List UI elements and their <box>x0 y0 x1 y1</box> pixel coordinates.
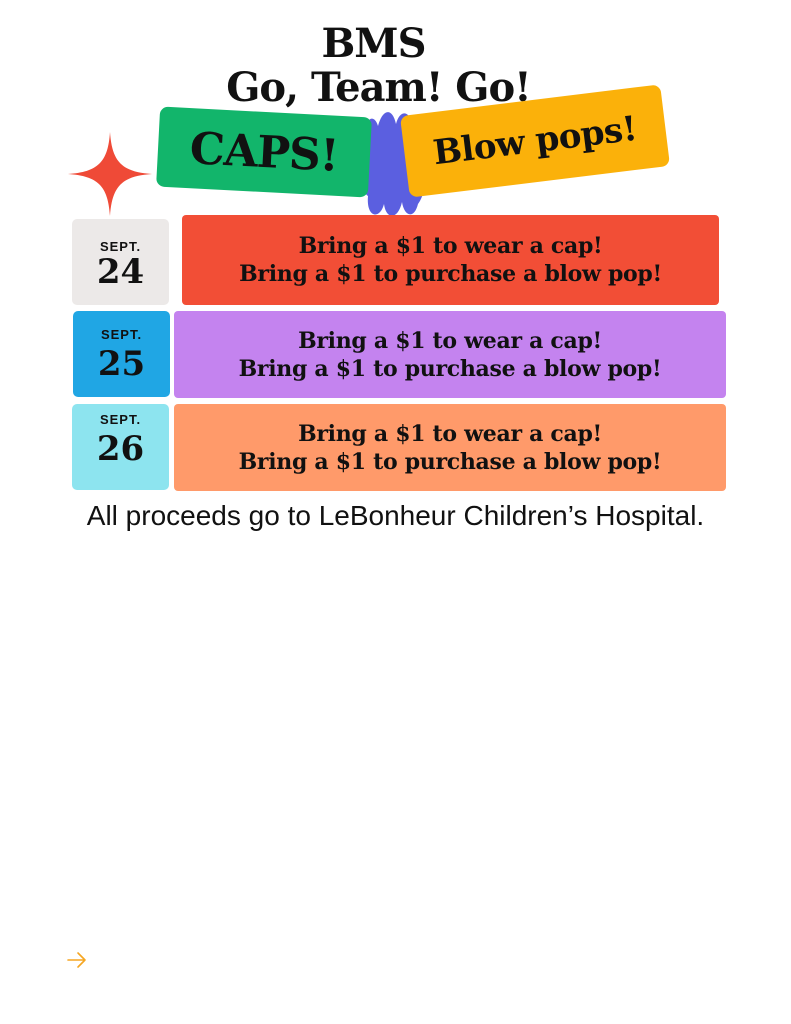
event-bar-sept-26 <box>174 404 726 491</box>
arrow-right-icon[interactable] <box>66 950 88 970</box>
event-cap-text: Bring a $1 to wear a cap! <box>298 233 603 259</box>
event-cap-text: Bring a $1 to wear a cap! <box>298 420 602 447</box>
date-badge-sept-25 <box>73 311 170 397</box>
date-day: 26 <box>96 429 145 469</box>
date-month: SEPT. <box>99 412 142 427</box>
sparkle-icon <box>68 132 152 216</box>
event-cap-text: Bring a $1 to wear a cap! <box>298 327 602 354</box>
date-day: 25 <box>97 344 146 384</box>
proceeds-note: All proceeds go to LeBonheur Children’s Hospital. <box>86 500 705 531</box>
event-bar-sept-24 <box>182 215 719 305</box>
blow-pops-tag: Blow pops! <box>400 84 670 197</box>
page-title-slogan: Go, Team! Go! <box>226 64 531 111</box>
date-badge-sept-26 <box>72 404 169 490</box>
date-month: SEPT. <box>100 327 143 342</box>
date-day: 24 <box>96 252 145 292</box>
date-month: SEPT. <box>99 239 142 254</box>
event-blowpop-text: Bring a $1 to purchase a blow pop! <box>239 261 662 287</box>
event-bar-sept-25 <box>174 311 726 398</box>
page-title-bms: BMS <box>321 20 426 67</box>
date-badge-sept-24 <box>72 219 169 305</box>
event-blowpop-text: Bring a $1 to purchase a blow pop! <box>238 448 662 475</box>
event-blowpop-text: Bring a $1 to purchase a blow pop! <box>238 355 662 382</box>
caps-tag: CAPS! <box>156 107 372 198</box>
